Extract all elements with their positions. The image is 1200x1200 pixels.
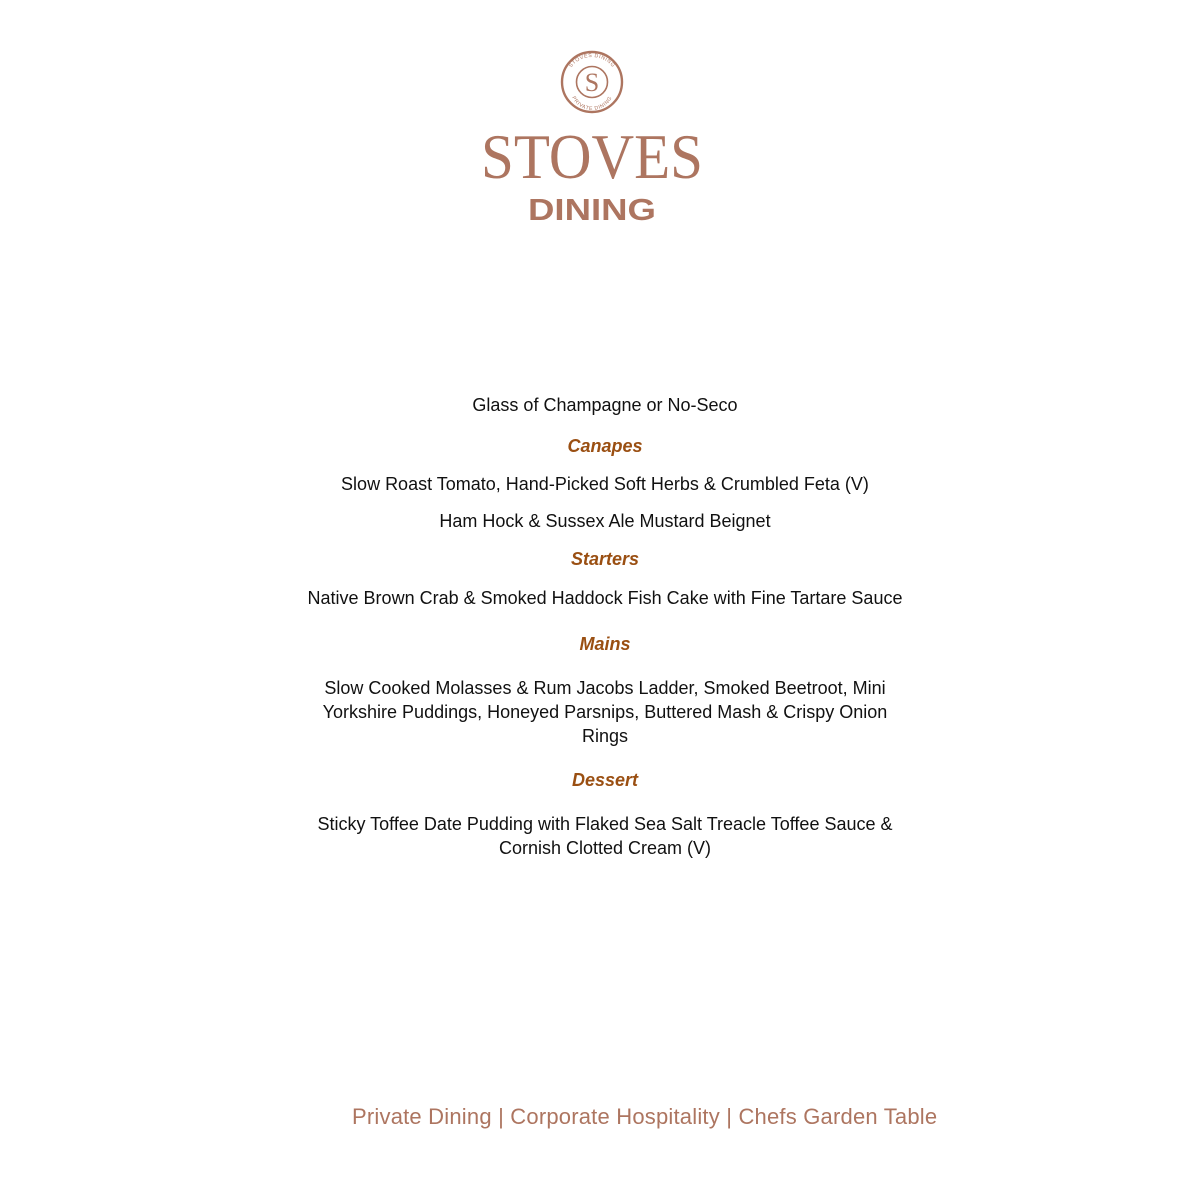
brand-name-line1: STOVES <box>481 121 703 192</box>
menu-item: Slow Roast Tomato, Hand-Picked Soft Herbs & Crumbled Feta (V) <box>341 474 869 494</box>
seal-letter: S <box>584 68 600 97</box>
section-heading-canapes: Canapes <box>567 436 643 456</box>
menu-item: Ham Hock & Sussex Ale Mustard Beignet <box>439 511 771 531</box>
menu-item: Slow Cooked Molasses & Rum Jacobs Ladder, Smoked Beetroot, Mini Yorkshire Puddings, Honeyed Parsnips, Buttered Mash & Crispy Onion Rings <box>322 678 888 746</box>
section-heading-starters: Starters <box>570 549 640 569</box>
menu-item: Sticky Toffee Date Pudding with Flaked Sea Salt Treacle Toffee Sauce & Cornish Clotted Cream (V) <box>317 814 893 858</box>
brand-name-line2: DINING <box>528 192 656 227</box>
section-heading-mains: Mains <box>579 634 631 654</box>
welcome-drink: Glass of Champagne or No-Seco <box>472 395 738 415</box>
footer-tagline: Private Dining | Corporate Hospitality | Chefs Garden Table <box>352 1104 938 1129</box>
menu <box>300 390 910 860</box>
menu-item: Native Brown Crab & Smoked Haddock Fish Cake with Fine Tartare Sauce <box>307 588 903 608</box>
brand-logo <box>480 48 710 228</box>
seal-ring-text-top: STOVES DINING <box>567 52 617 69</box>
stoves-dining-logo-icon <box>480 48 710 228</box>
seal-ring-text-bottom: PRIVATE DINING <box>570 95 614 113</box>
section-heading-dessert: Dessert <box>571 770 639 790</box>
